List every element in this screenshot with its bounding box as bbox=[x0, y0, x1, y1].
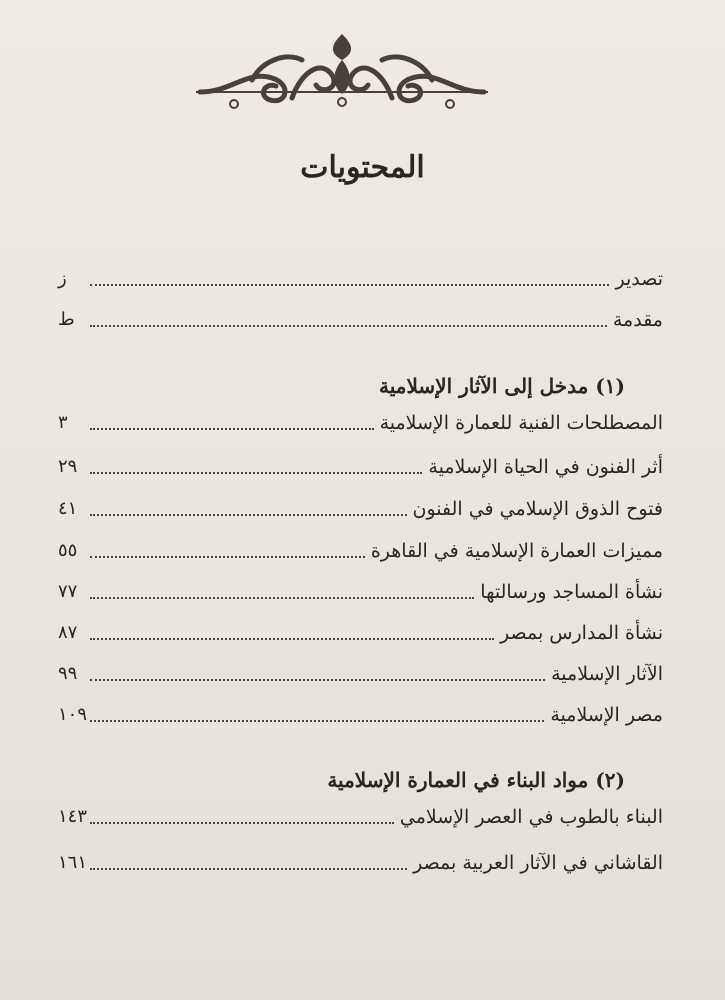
toc-entry-label: نشأة المدارس بمصر bbox=[500, 622, 663, 644]
toc-entry-page: ٧٧ bbox=[58, 581, 78, 602]
dot-leader bbox=[90, 514, 407, 516]
dot-leader bbox=[90, 556, 365, 558]
toc-entry-page: ط bbox=[58, 309, 75, 330]
toc-entry[interactable] bbox=[58, 450, 663, 480]
toc-entry-page: ٨٧ bbox=[58, 622, 78, 643]
toc-entry-label: نشأة المساجد ورسالتها bbox=[480, 581, 663, 603]
toc-entry-label: المصطلحات الفنية للعمارة الإسلامية bbox=[379, 412, 663, 434]
dot-leader bbox=[90, 868, 407, 870]
toc-entry-label: مميزات العمارة الإسلامية في القاهرة bbox=[370, 540, 663, 562]
toc-entry-introduction[interactable] bbox=[58, 303, 663, 333]
toc-entry-page: ٢٩ bbox=[58, 456, 78, 477]
toc-entry[interactable] bbox=[58, 657, 663, 687]
toc-entry-label: تصدير bbox=[615, 268, 663, 290]
dot-leader bbox=[90, 822, 394, 824]
toc-entry[interactable] bbox=[58, 575, 663, 605]
dot-leader bbox=[90, 720, 544, 722]
toc-entry-page: ١٦١ bbox=[58, 852, 88, 873]
toc-entry[interactable] bbox=[58, 406, 663, 436]
toc-entry-preface[interactable] bbox=[58, 262, 663, 292]
toc-entry-page: ١٠٩ bbox=[58, 704, 88, 725]
toc-entry-label: البناء بالطوب في العصر الإسلامي bbox=[399, 806, 663, 828]
section-heading: (٢) مواد البناء في العمارة الإسلامية bbox=[327, 768, 625, 792]
section-heading: (١) مدخل إلى الآثار الإسلامية bbox=[379, 374, 625, 398]
toc-entry-page: ٣ bbox=[58, 412, 68, 433]
toc-entry-label: مصر الإسلامية bbox=[550, 704, 663, 726]
toc-entry[interactable] bbox=[58, 800, 663, 830]
dot-leader bbox=[90, 597, 474, 599]
toc-entry[interactable] bbox=[58, 492, 663, 522]
dot-leader bbox=[90, 428, 374, 430]
dot-leader bbox=[90, 679, 545, 681]
toc-entry[interactable] bbox=[58, 534, 663, 564]
toc-entry-label: مقدمة bbox=[612, 309, 663, 331]
dot-leader bbox=[90, 284, 609, 286]
toc-entry-page: ٩٩ bbox=[58, 663, 78, 684]
toc-entry[interactable] bbox=[58, 616, 663, 646]
toc-entry[interactable] bbox=[58, 846, 663, 876]
dot-leader bbox=[90, 325, 607, 327]
dot-leader bbox=[90, 638, 494, 640]
toc-entry-label: القاشاني في الآثار العربية بمصر bbox=[413, 852, 663, 874]
toc-entry-page: ٥٥ bbox=[58, 540, 78, 561]
dot-leader bbox=[90, 472, 422, 474]
toc-entry-page: ٤١ bbox=[58, 498, 78, 519]
page-title: المحتويات bbox=[300, 150, 425, 185]
toc-entry-label: الآثار الإسلامية bbox=[551, 663, 663, 685]
toc-entry-label: أثر الفنون في الحياة الإسلامية bbox=[428, 456, 663, 478]
toc-entry[interactable] bbox=[58, 698, 663, 728]
toc-entry-page: ز bbox=[58, 268, 67, 289]
toc-entry-label: فتوح الذوق الإسلامي في الفنون bbox=[412, 498, 663, 520]
toc-entry-page: ١٤٣ bbox=[58, 806, 88, 827]
